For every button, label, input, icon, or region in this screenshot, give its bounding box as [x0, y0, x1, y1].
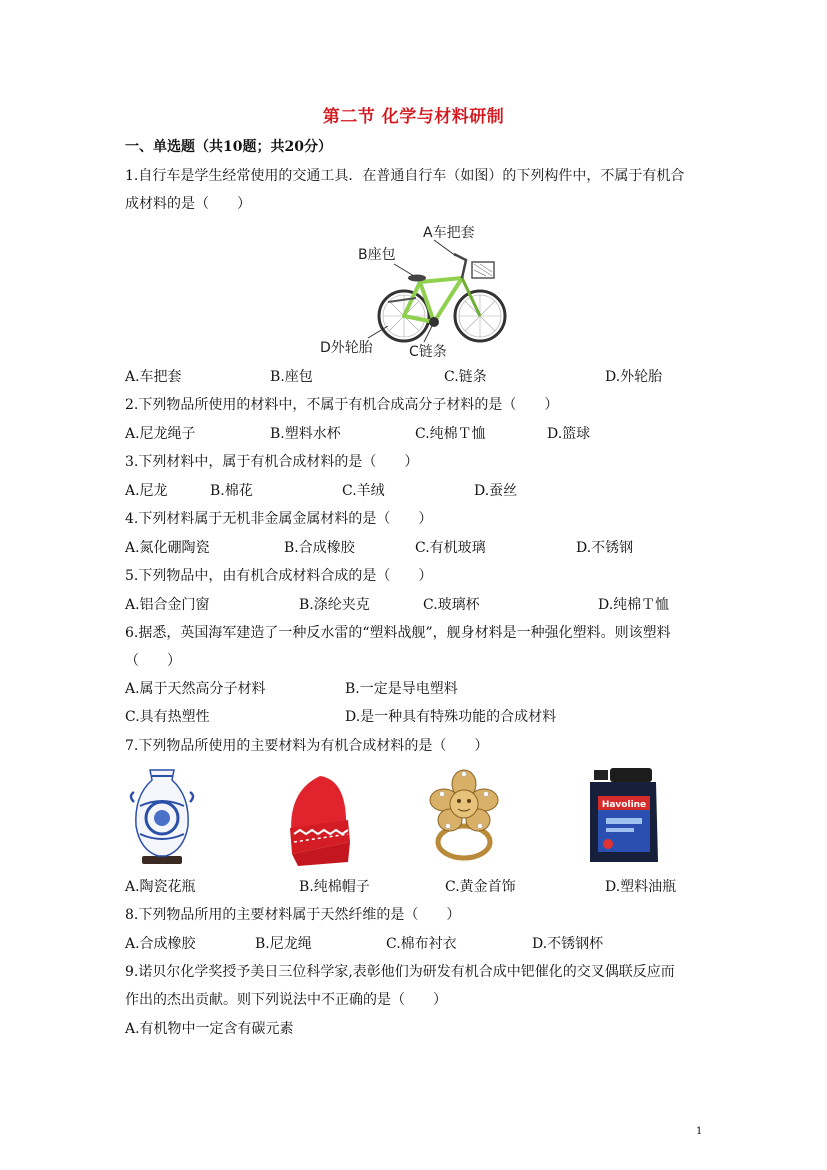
question-4-stem: 4.下列材料属于无机非金属金属材料的是（ ） — [125, 511, 433, 527]
label-seat: B座包 — [358, 247, 396, 263]
oil-brand-text: Havoline — [601, 800, 647, 810]
q3-option-c: C.羊绒 — [342, 483, 385, 499]
gold-ring-icon — [430, 770, 498, 858]
question-7-stem: 7.下列物品所使用的主要材料为有机合成材料的是（ ） — [125, 738, 489, 754]
q2-option-c: C.纯棉Ｔ恤 — [415, 426, 486, 442]
porcelain-vase-icon — [131, 770, 193, 864]
knit-hat-icon — [290, 776, 350, 866]
bicycle-icon — [379, 254, 505, 341]
q2-option-a: A.尼龙绳子 — [125, 426, 196, 442]
q3-option-d: D.蚕丝 — [474, 483, 518, 499]
bicycle-figure — [316, 218, 516, 364]
q8-option-a: A.合成橡胶 — [125, 936, 196, 952]
q6-option-c: C.具有热塑性 — [125, 709, 210, 725]
question-9-stem-cont: 作出的杰出贡献。则下列说法中不正确的是（ ） — [125, 992, 447, 1008]
q5-option-c: C.玻璃杯 — [423, 597, 480, 613]
question-1-stem: 1.自行车是学生经常使用的交通工具．在普通自行车（如图）的下列构件中，不属于有机合 — [125, 168, 685, 184]
q6-option-d: D.是一种具有特殊功能的合成材料 — [345, 709, 557, 725]
q8-option-b: B.尼龙绳 — [255, 936, 312, 952]
question-9-stem: 9.诺贝尔化学奖授予美日三位科学家,表彰他们为研发有机合成中钯催化的交叉偶联反应而 — [125, 964, 675, 980]
q3-option-a: A.尼龙 — [125, 483, 168, 499]
label-handlebar: A车把套 — [423, 225, 475, 241]
hat-image — [282, 770, 352, 868]
q2-option-d: D.篮球 — [547, 426, 591, 442]
q9-option-a: A.有机物中一定含有碳元素 — [125, 1021, 294, 1037]
q1-option-c: C.链条 — [444, 369, 487, 385]
question-5-stem: 5.下列物品中，由有机合成材料合成的是（ ） — [125, 568, 433, 584]
q2-option-b: B.塑料水杯 — [270, 426, 341, 442]
question-6-stem: 6.据悉，英国海军建造了一种反水雷的“塑料战舰”，舰身材料是一种强化塑料。则该塑料 — [125, 625, 671, 641]
label-tire: D外轮胎 — [320, 340, 373, 356]
q5-option-a: A.铝合金门窗 — [125, 597, 210, 613]
q6-option-a: A.属于天然高分子材料 — [125, 681, 266, 697]
q4-option-a: A.氮化硼陶瓷 — [125, 540, 210, 556]
oil-jug-icon — [590, 768, 658, 862]
question-6-stem-cont: （ ） — [125, 653, 181, 669]
q5-option-d: D.纯棉Ｔ恤 — [598, 597, 670, 613]
label-chain: C链条 — [409, 344, 447, 360]
page-title: 第二节 化学与材料研制 — [322, 107, 505, 127]
q1-option-b: B.座包 — [270, 369, 313, 385]
q7-option-a: A.陶瓷花瓶 — [125, 879, 196, 895]
q8-option-d: D.不锈钢杯 — [532, 936, 604, 952]
q7-option-b: B.纯棉帽子 — [299, 879, 370, 895]
question-3-stem: 3.下列材料中，属于有机合成材料的是（ ） — [125, 454, 419, 470]
q1-option-a: A.车把套 — [125, 369, 182, 385]
q7-option-c: C.黄金首饰 — [445, 879, 516, 895]
question-1-stem-cont: 成材料的是（ ） — [125, 196, 251, 212]
vase-image — [126, 766, 198, 866]
page-number: 1 — [696, 1126, 703, 1137]
q8-option-c: C.棉布衬衣 — [386, 936, 457, 952]
question-8-stem: 8.下列物品所用的主要材料属于天然纤维的是（ ） — [125, 907, 461, 923]
oil-bottle-image — [586, 766, 662, 868]
q3-option-b: B.棉花 — [210, 483, 253, 499]
q1-option-d: D.外轮胎 — [605, 369, 663, 385]
q6-option-b: B.一定是导电塑料 — [345, 681, 458, 697]
q4-option-d: D.不锈钢 — [576, 540, 634, 556]
question-2-stem: 2.下列物品所使用的材料中，不属于有机合成高分子材料的是（ ） — [125, 397, 559, 413]
q5-option-b: B.涤纶夹克 — [299, 597, 370, 613]
q7-option-d: D.塑料油瓶 — [605, 879, 677, 895]
q4-option-c: C.有机玻璃 — [415, 540, 486, 556]
ring-image — [426, 764, 502, 864]
section-heading: 一、单选题（共10题；共20分） — [125, 139, 332, 155]
q4-option-b: B.合成橡胶 — [284, 540, 355, 556]
